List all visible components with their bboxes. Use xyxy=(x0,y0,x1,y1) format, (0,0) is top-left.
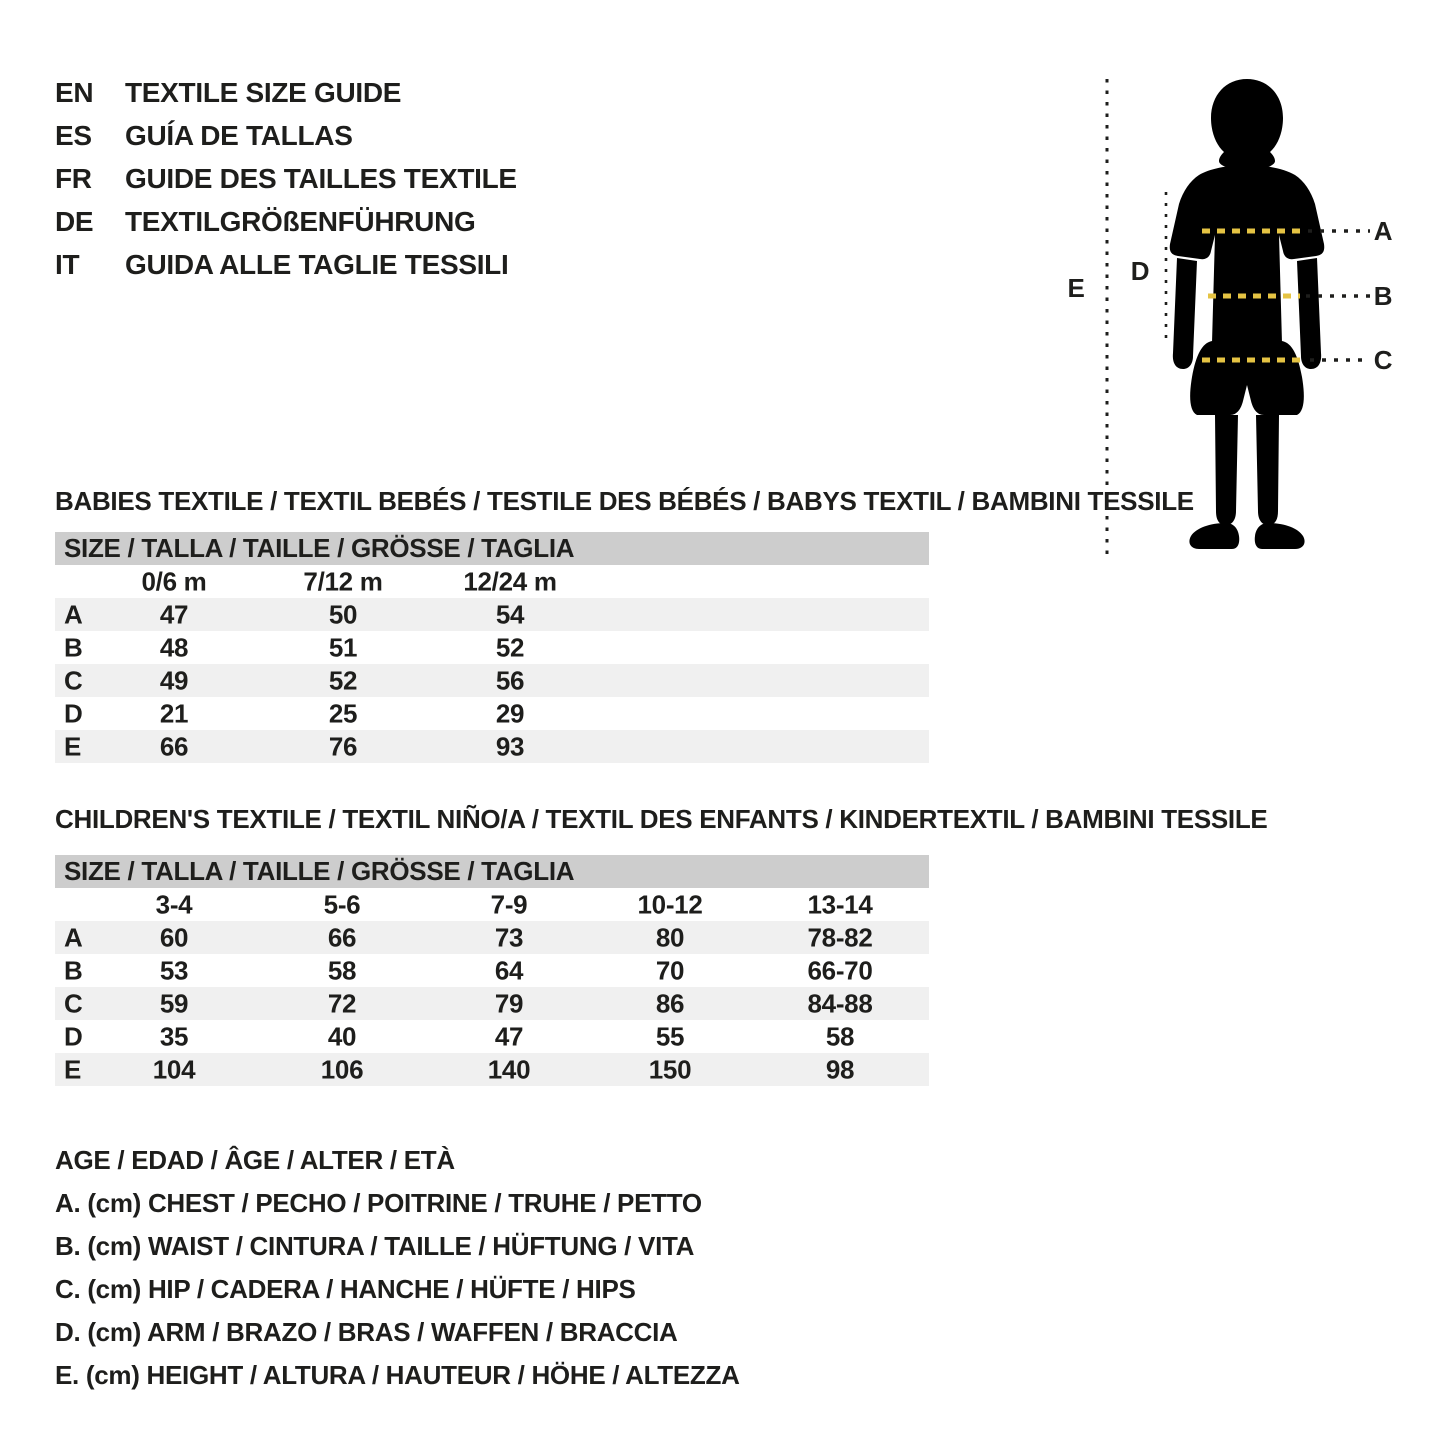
figure-marker-a: A xyxy=(1373,216,1393,246)
cell: 80 xyxy=(655,922,685,952)
table-row xyxy=(55,697,929,730)
row-label: A xyxy=(64,922,83,952)
cell: 59 xyxy=(159,988,189,1018)
silhouette-shorts xyxy=(1190,341,1304,415)
children-size-table xyxy=(55,855,929,1086)
figure-marker-d: D xyxy=(1130,256,1150,286)
table-row xyxy=(55,1020,929,1053)
cell: 66 xyxy=(327,922,357,952)
cell: 25 xyxy=(328,698,358,728)
cell: 52 xyxy=(495,632,525,662)
row-label: B xyxy=(64,632,83,662)
cell: 51 xyxy=(328,632,358,662)
row-label: E xyxy=(64,731,82,761)
cell: 54 xyxy=(495,599,525,629)
cell: 76 xyxy=(328,731,358,761)
children-age-columns-row xyxy=(55,888,929,921)
silhouette-right-arm xyxy=(1297,258,1321,369)
page-title: TEXTILE SIZE GUIDE xyxy=(125,76,402,108)
legend-line-waist: B. (cm) WAIST / CINTURA / TAILLE / HÜFTUNG / VITA xyxy=(55,1231,695,1261)
babies-col-12-24m: 12/24 m xyxy=(463,566,557,596)
row-label: D xyxy=(64,698,83,728)
children-col-7-9: 7-9 xyxy=(490,889,528,919)
title-row-de xyxy=(55,200,517,243)
cell: 40 xyxy=(327,1021,357,1051)
title-block xyxy=(55,71,517,286)
cell: 73 xyxy=(494,922,524,952)
cell: 29 xyxy=(495,698,525,728)
figure-marker-e: E xyxy=(1067,273,1085,303)
row-label: C xyxy=(64,988,83,1018)
row-label: D xyxy=(64,1021,83,1051)
cell: 70 xyxy=(655,955,685,985)
lang-code-it: IT xyxy=(55,248,80,280)
table-row xyxy=(55,631,929,664)
babies-size-table xyxy=(55,532,929,763)
silhouette-left-leg xyxy=(1215,415,1238,525)
cell: 60 xyxy=(159,922,189,952)
cell: 55 xyxy=(655,1021,685,1051)
row-label: C xyxy=(64,665,83,695)
cell: 47 xyxy=(494,1021,524,1051)
silhouette-head xyxy=(1211,79,1283,170)
babies-section-title: BABIES TEXTILE / TEXTIL BEBÉS / TESTILE DES BÉBÉS / BABYS TEXTIL / BAMBINI TESSILE xyxy=(55,486,1194,516)
cell: 52 xyxy=(328,665,358,695)
cell: 140 xyxy=(487,1054,531,1084)
children-col-13-14: 13-14 xyxy=(807,889,873,919)
cell: 47 xyxy=(159,599,189,629)
children-col-5-6: 5-6 xyxy=(323,889,361,919)
lang-code-en: EN xyxy=(55,76,94,108)
title-row-fr xyxy=(55,157,517,200)
title-row-es xyxy=(55,114,517,157)
page-title-fr: GUIDE DES TAILLES TEXTILE xyxy=(125,162,517,194)
cell: 98 xyxy=(825,1054,855,1084)
babies-table-header-band xyxy=(55,532,929,565)
row-label: E xyxy=(64,1054,82,1084)
table-row xyxy=(55,987,929,1020)
legend-line-height: E. (cm) HEIGHT / ALTURA / HAUTEUR / HÖHE / ALTEZZA xyxy=(55,1360,740,1390)
silhouette-right-leg xyxy=(1256,415,1279,525)
cell: 78-82 xyxy=(807,922,873,952)
page-title-de: TEXTILGRÖßENFÜHRUNG xyxy=(125,205,476,237)
cell: 64 xyxy=(494,955,524,985)
cell: 79 xyxy=(494,988,524,1018)
measurement-legend xyxy=(55,1139,740,1397)
table-row xyxy=(55,730,929,763)
silhouette-left-arm xyxy=(1173,258,1197,369)
lang-code-fr: FR xyxy=(55,162,92,194)
page-title-it: GUIDA ALLE TAGLIE TESSILI xyxy=(125,248,509,280)
legend-line-chest: A. (cm) CHEST / PECHO / POITRINE / TRUHE / PETTO xyxy=(55,1188,702,1218)
legend-line-hip: C. (cm) HIP / CADERA / HANCHE / HÜFTE / HIPS xyxy=(55,1274,636,1304)
children-col-3-4: 3-4 xyxy=(155,889,193,919)
cell: 150 xyxy=(648,1054,692,1084)
cell: 58 xyxy=(327,955,357,985)
table-row xyxy=(55,954,929,987)
cell: 50 xyxy=(328,599,358,629)
children-section-title: CHILDREN'S TEXTILE / TEXTIL NIÑO/A / TEXTIL DES ENFANTS / KINDERTEXTIL / BAMBINI TESSILE xyxy=(55,804,1268,834)
babies-table-header-label: SIZE / TALLA / TAILLE / GRÖSSE / TAGLIA xyxy=(64,533,575,563)
title-row-en xyxy=(55,71,517,114)
row-label: A xyxy=(64,599,83,629)
cell: 35 xyxy=(159,1021,189,1051)
children-table-header-band xyxy=(55,855,929,888)
cell: 21 xyxy=(159,698,189,728)
table-row xyxy=(55,598,929,631)
children-table-header-label: SIZE / TALLA / TAILLE / GRÖSSE / TAGLIA xyxy=(64,856,575,886)
cell: 48 xyxy=(159,632,189,662)
legend-line-age: AGE / EDAD / ÂGE / ALTER / ETÀ xyxy=(55,1145,455,1175)
babies-age-columns-row xyxy=(55,565,929,598)
title-row-it xyxy=(55,243,517,286)
cell: 49 xyxy=(159,665,189,695)
cell: 58 xyxy=(825,1021,855,1051)
cell: 104 xyxy=(152,1054,196,1084)
figure-marker-c: C xyxy=(1373,345,1393,375)
table-row xyxy=(55,664,929,697)
cell: 84-88 xyxy=(807,988,873,1018)
silhouette-left-shoe xyxy=(1189,523,1239,549)
silhouette-right-shoe xyxy=(1255,523,1305,549)
cell: 56 xyxy=(495,665,525,695)
children-col-10-12: 10-12 xyxy=(637,889,703,919)
lang-code-es: ES xyxy=(55,119,92,151)
cell: 106 xyxy=(320,1054,364,1084)
row-label: B xyxy=(64,955,83,985)
page-title-es: GUÍA DE TALLAS xyxy=(125,119,353,151)
cell: 72 xyxy=(327,988,357,1018)
child-silhouette xyxy=(1170,79,1324,549)
babies-col-7-12m: 7/12 m xyxy=(303,566,383,596)
table-row xyxy=(55,921,929,954)
legend-line-arm: D. (cm) ARM / BRAZO / BRAS / WAFFEN / BRACCIA xyxy=(55,1317,678,1347)
figure-marker-b: B xyxy=(1373,281,1393,311)
cell: 53 xyxy=(159,955,189,985)
table-row xyxy=(55,1053,929,1086)
cell: 86 xyxy=(655,988,685,1018)
cell: 66-70 xyxy=(807,955,873,985)
lang-code-de: DE xyxy=(55,205,94,237)
cell: 66 xyxy=(159,731,189,761)
cell: 93 xyxy=(495,731,525,761)
babies-col-0-6m: 0/6 m xyxy=(141,566,207,596)
